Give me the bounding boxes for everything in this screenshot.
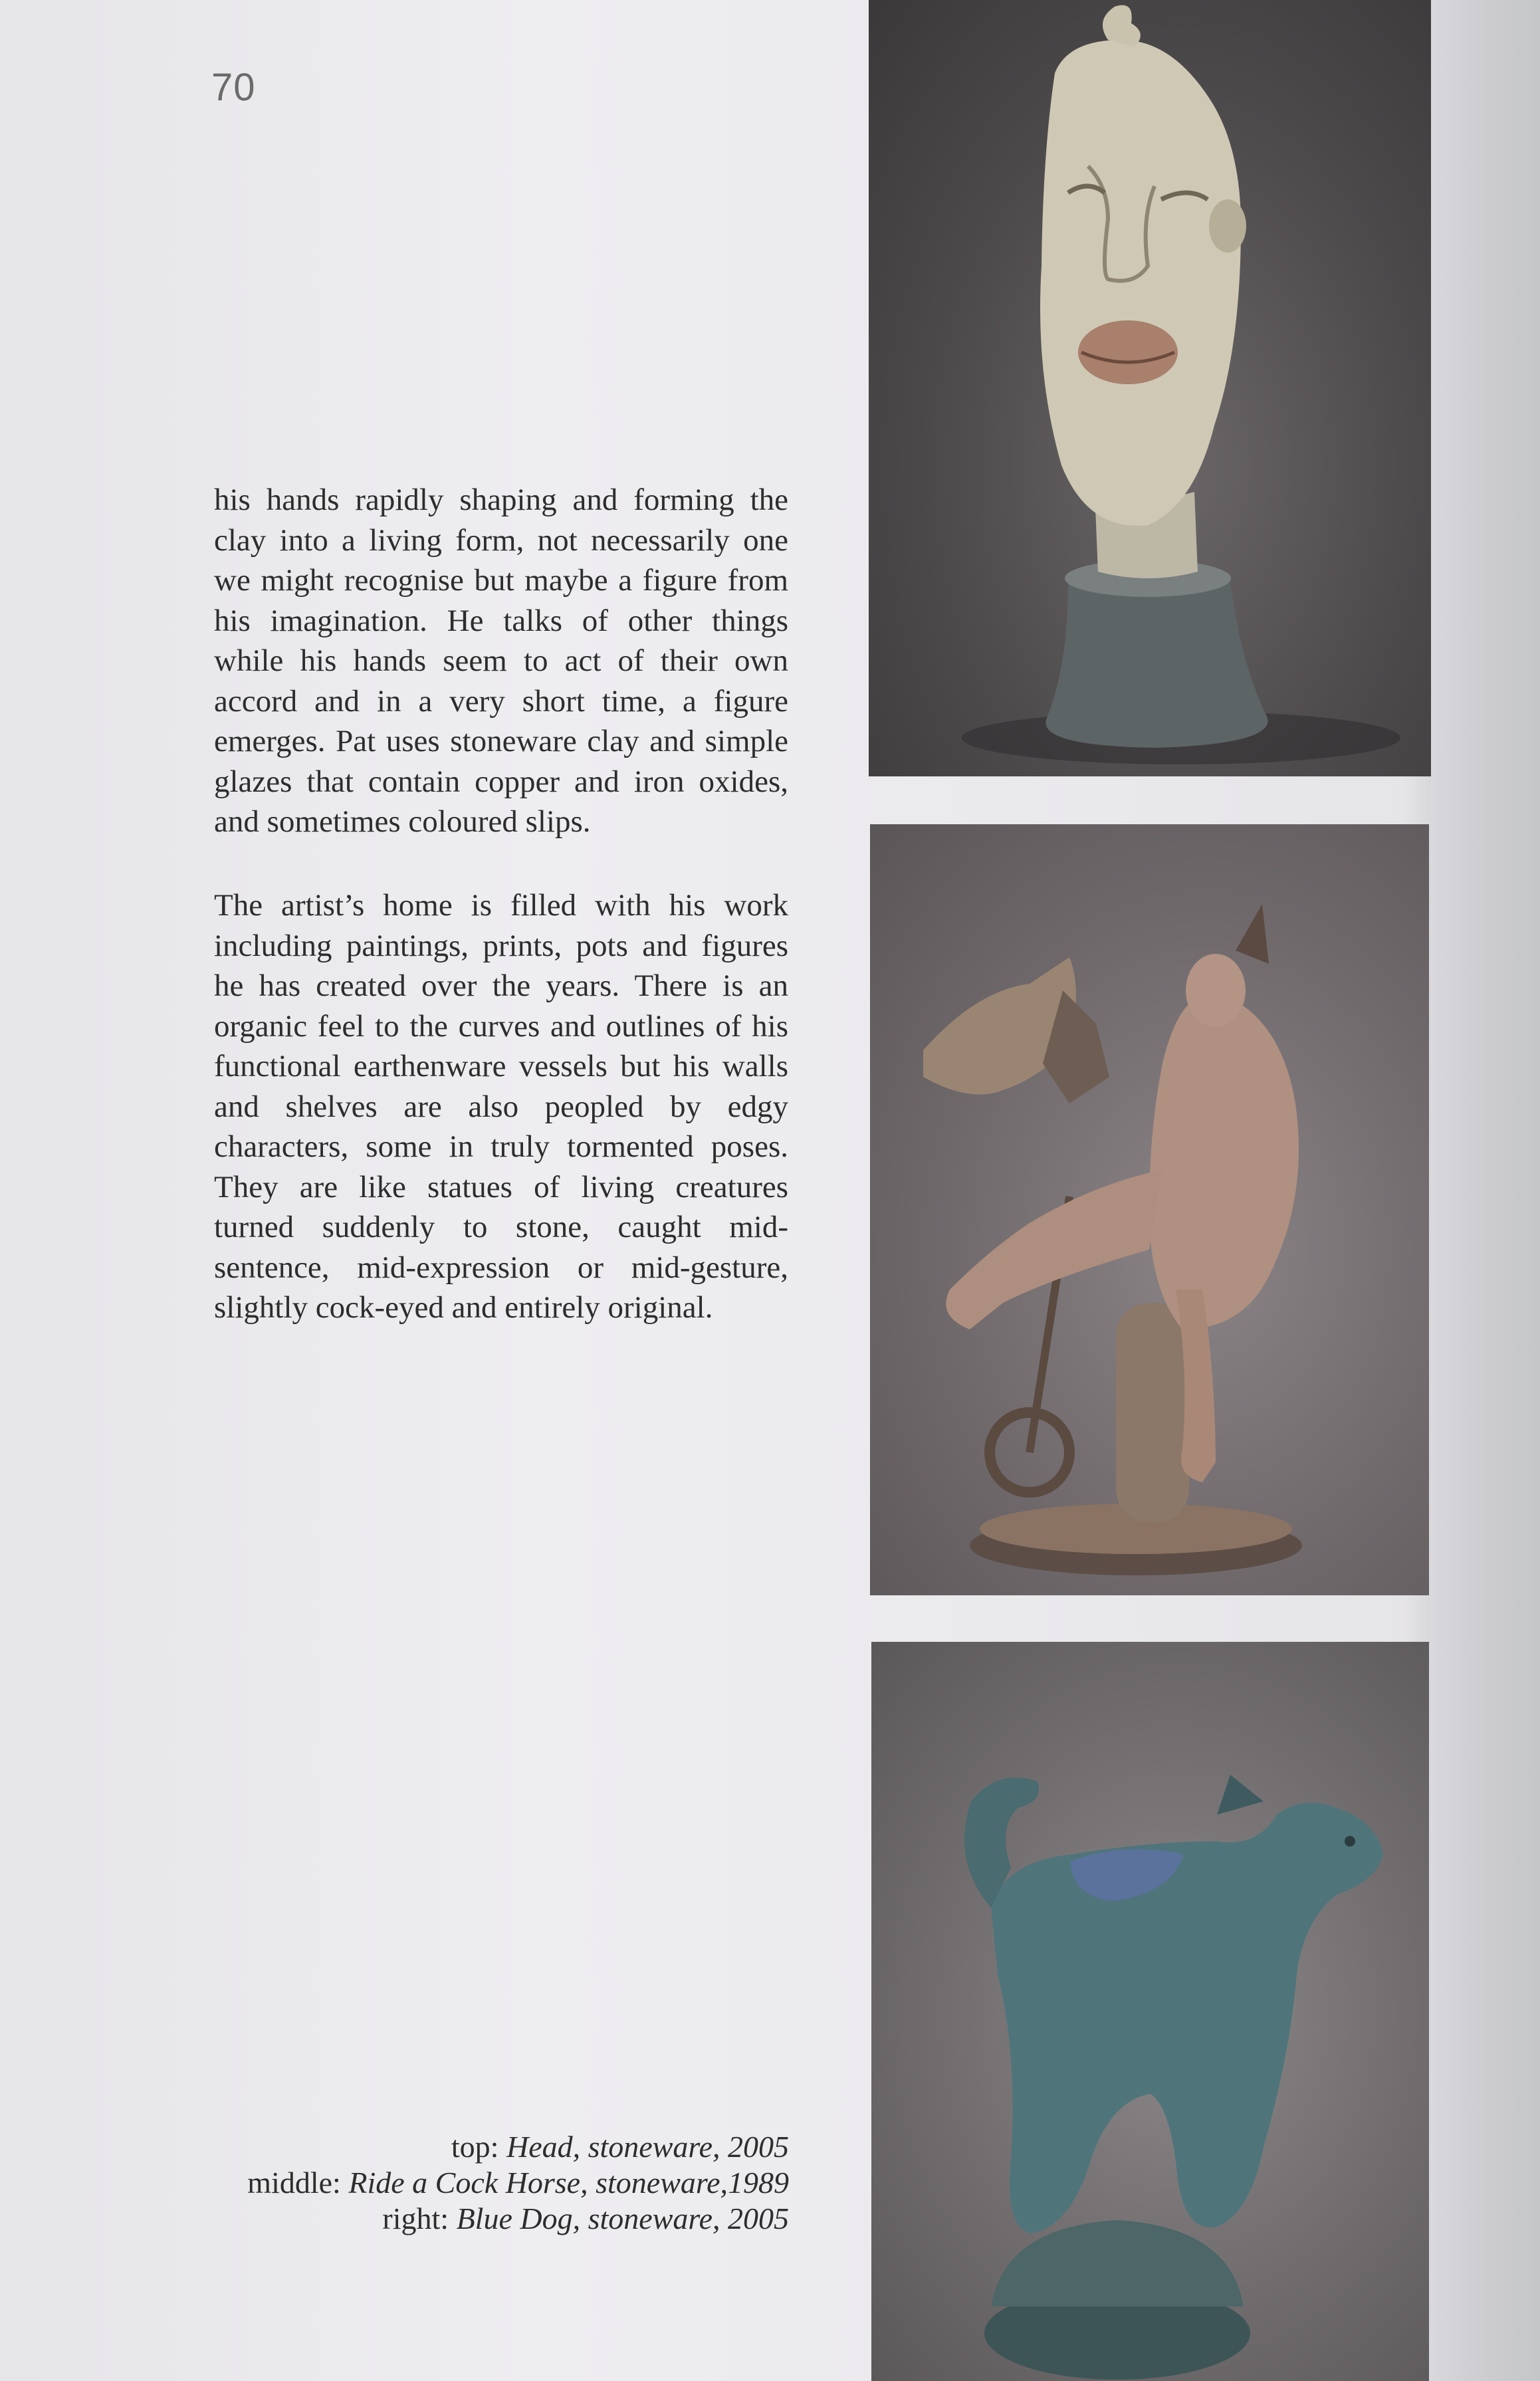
page-number: 70 <box>211 66 256 109</box>
caption-top <box>247 2129 789 2165</box>
caption-title: Head, stoneware, 2005 <box>506 2130 789 2164</box>
caption-title: Ride a Cock Horse, stoneware,1989 <box>348 2166 789 2200</box>
rider-sculpture-illustration <box>870 824 1429 1595</box>
photo-captions <box>247 2129 789 2237</box>
next-page-edge <box>1430 0 1540 2381</box>
head-sculpture-illustration <box>869 0 1431 776</box>
body-paragraph-1 <box>214 480 788 842</box>
caption-right <box>247 2201 789 2237</box>
caption-title: Blue Dog, stoneware, 2005 <box>456 2202 789 2235</box>
caption-position: middle: <box>247 2166 341 2200</box>
body-paragraph-2 <box>214 885 788 1328</box>
photo-head-sculpture <box>869 0 1431 776</box>
caption-position: top: <box>451 2130 499 2164</box>
blue-dog-sculpture-illustration <box>871 1642 1429 2381</box>
caption-middle <box>247 2165 789 2201</box>
paragraph-text: The artist’s home is filled with his work including paintings, prints, pots and figures he has created over the years. There is an organic feel to the curves and outlines of his functional earthenware vessels but his walls and shelves are also peopled by edgy characters, some in truly tormented poses. They are like statues of living creatures turned suddenly to stone, caught mid-sentence, mid-expression or mid-gesture, slightly cock-eyed and entirely original. <box>214 888 788 1325</box>
photo-rider-sculpture <box>870 824 1429 1595</box>
photo-blue-dog-sculpture <box>871 1642 1429 2381</box>
caption-position: right: <box>382 2202 449 2235</box>
paragraph-text: his hands rapidly shaping and forming the clay into a living form, not necessarily one we might recognise but maybe a figure from his imagination. He talks of other things while his hands seem to act of their own accord and in a very short time, a figure emerges. Pat uses stoneware clay and simple glazes that contain copper and iron oxides, and sometimes coloured slips. <box>214 483 788 839</box>
